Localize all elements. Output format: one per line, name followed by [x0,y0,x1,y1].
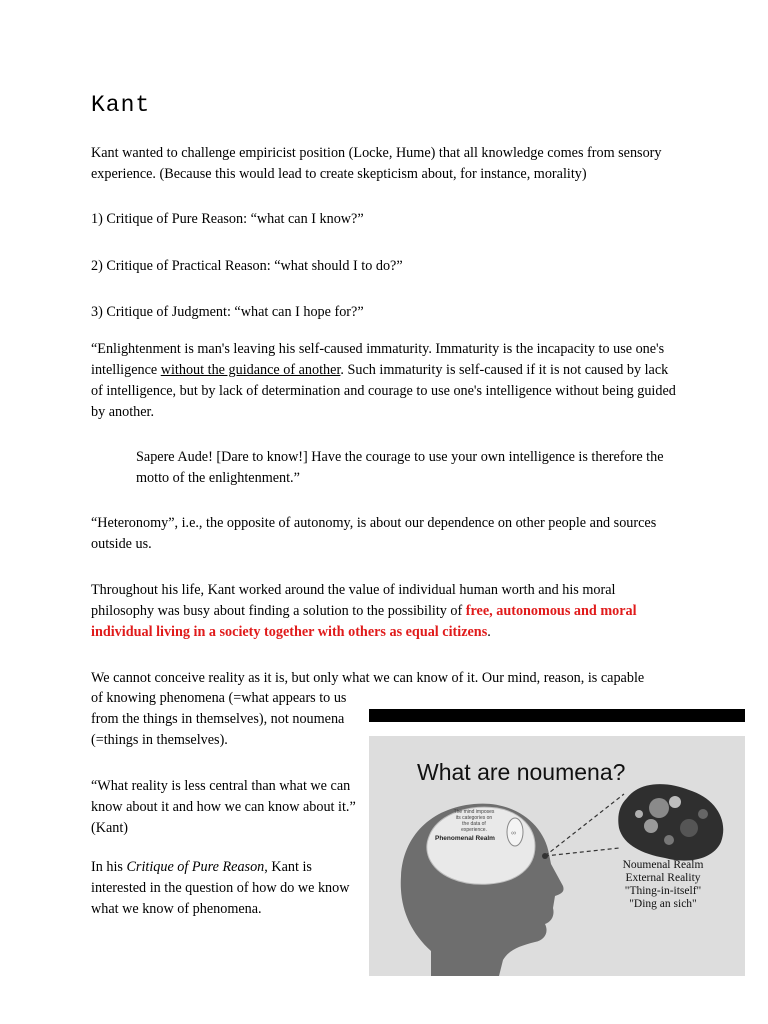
noumena-illustration [369,736,745,976]
quote-text-end: . Such immaturity is self-caused if it is not caused by lack of intelligence, but by lack of determination and courage to use one's intelligence without being guided by another. [91,362,676,420]
quote-text-start: “Enlightenment is man's leaving his self-caused immaturity. Immaturity is the incapacity to use one's intelligence [91,341,665,378]
sapere-aude-quote: Sapere Aude! [Dare to know!] Have the courage to use your own intelligence is therefore the motto of the enlightenment.” [136,449,664,486]
sight-line-lower [545,848,619,856]
reality-quote: “What reality is less central than what we can know about it and how we can know about it.” (Kant) [91,778,356,836]
heteronomy-paragraph: “Heteronomy”, i.e., the opposite of autonomy, is about our dependence on other people and sources outside us. [91,515,657,552]
sight-line-upper [545,794,624,856]
reality-paragraph-line1: We cannot conceive reality as it is, but only what we can know of it. Our mind, reason, is capable [91,670,645,686]
noumenal-line1: Noumenal Realm [622,859,704,871]
phenomenal-realm-label: Phenomenal Realm [435,835,495,842]
moral-text-start: Throughout his life, Kant worked around the value of individual human worth and his moral philosophy was busy about finding a solution to the possibility of [91,582,616,619]
enlightenment-quote [91,339,681,423]
intro-paragraph: Kant wanted to challenge empiricist position (Locke, Hume) that all knowledge comes from sensory experience. (Because this would lead to create skepticism about, for instance, morality) [91,145,662,182]
critique-title-italic: Critique of Pure Reason [126,859,265,875]
reality-paragraph-rest: of knowing phenomena (=what appears to us from the things in themselves), not noumena (=things in themselves). [91,690,347,748]
critique-item-3: 3) Critique of Judgment: “what can I hope for?” [91,304,364,320]
noumenal-line3: "Thing-in-itself" [624,885,702,897]
critique-paragraph [91,857,356,920]
quote-underlined-text: without the guidance of another [160,362,341,378]
noumenal-labels [623,859,704,910]
moral-highlight: free, autonomous and moral individual living in a society together with others as equal citizens [91,603,637,640]
mind-text-line3: the data of [462,821,486,827]
noumenal-line4: "Ding an sich" [629,898,697,910]
critique-item-1: 1) Critique of Pure Reason: “what can I know?” [91,211,364,227]
critique-text-start: In his [91,859,127,875]
page-title: Kant [91,92,151,118]
mind-text-line4: experience. [461,827,487,833]
lens-mark: ∞ [511,830,516,837]
noumenal-line2: External Reality [625,872,701,884]
moral-text-end: . [487,624,491,640]
noumenal-reality-blob [618,784,723,860]
noumena-figure [369,736,745,976]
critique-text-end: , Kant is interested in the question of how do we know what we know of phenomena. [91,859,350,917]
mind-text-line2: its categories on [455,815,493,821]
figure-black-bar [369,709,745,722]
mind-text-line1: The mind imposes [453,809,495,815]
moral-philosophy-paragraph [91,580,681,643]
figure-title: What are noumena? [417,759,626,785]
critique-item-2: 2) Critique of Practical Reason: “what should I to do?” [91,258,403,274]
